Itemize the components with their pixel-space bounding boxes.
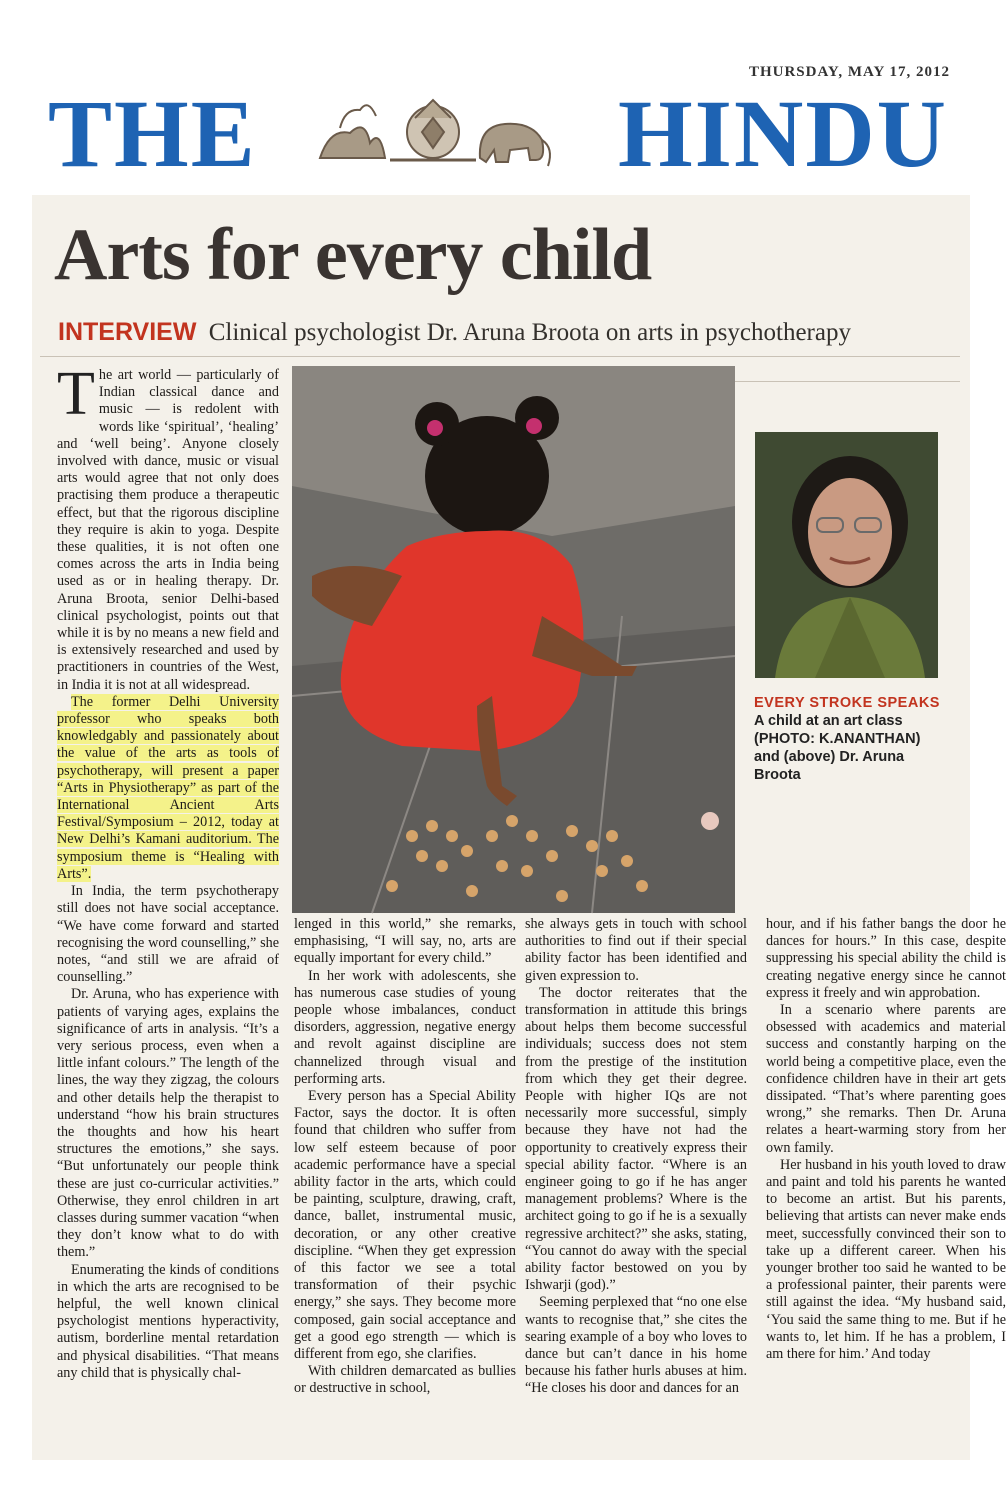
kicker-text: Clinical psychologist Dr. Aruna Broota on arts in psychotherapy bbox=[208, 319, 851, 346]
photo-child-at-art-class bbox=[292, 366, 735, 913]
issue-date: THURSDAY, MAY 17, 2012 bbox=[748, 64, 950, 80]
paragraph: lenged in this world,” she remarks, emphasising, “I will say, no, arts are equally important for every child.” bbox=[294, 916, 516, 967]
paragraph: Seeming perplexed that “no one else wants to recognise that,” she cites the searing example of a boy who loves to dance but can’t dance in his home because his father hurls abuses at him. “He closes his door and dances for an bbox=[525, 1294, 747, 1397]
article-kicker bbox=[58, 318, 851, 347]
masthead-right: HINDU bbox=[617, 80, 948, 187]
paragraph: In India, the term psychotherapy still does not have social acceptance. “We have come forward and started recognising the word counselling,” she notes, “and still we are afraid of counselling.” bbox=[57, 883, 279, 986]
article-headline: Arts for every child bbox=[54, 214, 652, 296]
article-column-1 bbox=[57, 360, 279, 1382]
caption-heading: EVERY STROKE SPEAKS bbox=[754, 695, 940, 711]
drop-cap: T bbox=[57, 360, 95, 428]
photo-caption bbox=[754, 694, 954, 784]
masthead-emblem bbox=[310, 88, 556, 176]
paragraph: The art world — particularly of Indian classical dance and music — is redolent with words like ‘spiritual’, ‘healing’ and ‘well being’. Anyone closely involved with dance, music or visual arts would agree that not only does practising them produce a therapeutic effect, but that the rigorous discipline they require is akin to yoga. Despite these qualities, it is not often one comes across the arts in India being used as or in healing therapy. Dr. Aruna Broota, senior Delhi-based clinical psychologist, points out that while it is by no means a new field and is extensively researched and used by practitioners in countries of the West, in India it is not at all widespread. bbox=[57, 360, 279, 693]
article-column-4 bbox=[766, 916, 1006, 1363]
paragraph: In a scenario where parents are obsessed with academics and material success and constantly harping on the world being a competitive place, even the confidence children have in their art gets dissipated. “That’s where parenting goes wrong,” she remarks. Then Dr. Aruna relates a heart-warming story from her own family. bbox=[766, 1002, 1006, 1156]
paragraph: With children demarcated as bullies or destructive in school, bbox=[294, 1363, 516, 1397]
paragraph: Her husband in his youth loved to draw and paint and told his parents he wanted to become an artist. But his parents, believing that artists can never make ends meet, successfully convinced their son to take up a different career. When his younger brother too said he wanted to be a professional painter, their parents were still against the idea. “My husband said, ‘You said the same thing to me. But if he wants to, let him. If he has a problem, I am there for him.’ And today bbox=[766, 1156, 1006, 1363]
paragraph: The doctor reiterates that the transformation in attitude this brings about helps them become successful individuals; success does not stem from the prestige of the institution from which they get their degree. People with higher IQs are not necessarily more successful, simply because they have not had the opportunity to creatively express their special ability factor. “Where is an engineer going to go if he has anger management problems? Where is the architect going to go if he is a sexually regressive architect?” she asks, stating, “You cannot do away with the special ability factor bestowed on you by Ishwarji (god).” bbox=[525, 984, 747, 1294]
paragraph: Dr. Aruna, who has experience with patients of varying ages, explains the significance of arts in analysis. “It’s a very serious process, even when a little infant colours.” The length of the lines, the way they zigzag, the colours and other details help the therapist to understand “how his brain structures the thoughts and how his heart structures the emotions,” she says. “But unfortunately our people think these are just co-curricular activities.” Otherwise, they enrol children in art classes during summer vacation “when they don’t know what to do with them.” bbox=[57, 986, 279, 1261]
column-4-text bbox=[766, 916, 1006, 1363]
paragraph-highlighted: The former Delhi University professor who speaks both knowledgably and passionately about the value of the arts as tools of psychotherapy, will present a paper “Arts in Physiotherapy” as part of the International Ancient Arts Festival/Symposium – 2012, today at New Delhi’s Kamani auditorium. The symposium theme is “Healing with Arts”. bbox=[57, 693, 279, 882]
masthead bbox=[48, 80, 948, 187]
photo-credit: (PHOTO: K.ANANTHAN) bbox=[754, 731, 921, 747]
paragraph: Enumerating the kinds of conditions in which the arts are recognised to be helpful, the well known clinical psychologist mentions hyperactivity, autism, borderline mental retardation and physical disabilities. “That means any child that is physically chal- bbox=[57, 1261, 279, 1381]
paragraph: she always gets in touch with school authorities to find out if their special ability factor has been identified and given expression to. bbox=[525, 916, 747, 984]
paragraph: hour, and if his father bangs the door he dances for hours.” In this case, despite suppressing his special ability the child is creating negative energy since he cannot express it freely and win approbation. bbox=[766, 916, 1006, 1001]
photo-rule bbox=[735, 381, 960, 382]
photo-dr-aruna-broota bbox=[755, 432, 938, 678]
caption-line: A child at an art class bbox=[754, 713, 903, 729]
caption-line: and (above) Dr. Aruna Broota bbox=[754, 749, 905, 783]
masthead-left: THE bbox=[48, 80, 257, 187]
kicker-label: INTERVIEW bbox=[58, 318, 197, 346]
article-column-2 bbox=[294, 916, 516, 1398]
article-column-3 bbox=[525, 916, 747, 1398]
paragraph: Every person has a Special Ability Factor, says the doctor. It is often found that children who suffer from low self esteem because of poor academic performance have a special ability factor in the arts, which could be painting, sculpture, drawing, craft, dance, ballet, instrumental music, decoration, or any other creative discipline. “When they get expression of this factor we see a total transformation of their psychic energy,” she says. They become more composed, gain social acceptance and get a good ego strength — which is different from ego, she clarifies. bbox=[294, 1088, 516, 1363]
paragraph: In her work with adolescents, she has numerous case studies of young people whose imbalances, conduct disorders, aggression, negative energy and revolt against discipline are channelized through visual and performing arts. bbox=[294, 967, 516, 1087]
kicker-rule bbox=[40, 356, 960, 357]
